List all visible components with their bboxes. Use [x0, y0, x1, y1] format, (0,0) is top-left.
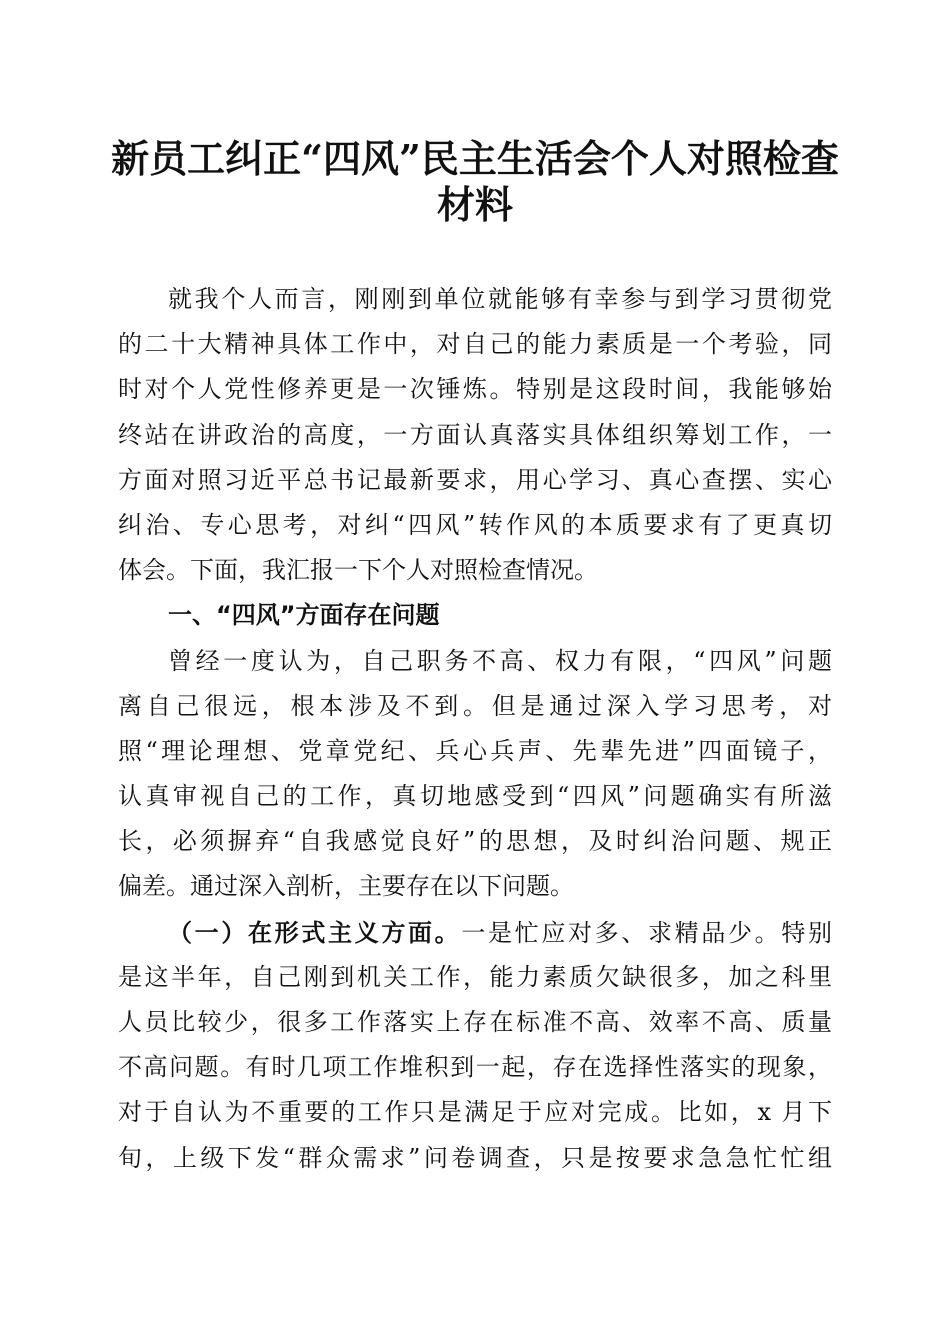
paragraph-3-text: 一是忙应对多、求精品少。特别 [461, 918, 833, 947]
document-title-line-2: 材料 [436, 182, 513, 227]
paragraph-3-line: 是这半年，自己刚到机关工作，能力素质欠缺很多，加之科里 [118, 962, 832, 991]
paragraph-1-line: 方面对照习近平总书记最新要求，用心学习、真心查摆、实心 [118, 465, 832, 494]
paragraph-1-line: 时对个人党性修养更是一次锤炼。特别是这段时间，我能够始 [118, 375, 832, 404]
paragraph-2-line: 曾经一度认为，自己职务不高、权力有限，“四风”问题 [168, 646, 832, 675]
paragraph-1-line: 就我个人而言，刚刚到单位就能够有幸参与到学习贯彻党 [168, 285, 832, 313]
paragraph-3-line: 人员比较少，很多工作落实上存在标准不高、效率不高、质量 [118, 1008, 832, 1036]
paragraph-2-line: 照“理论理想、党章党纪、兵心兵声、先辈先进”四面镜子， [118, 736, 832, 765]
paragraph-2-line: 离自己很远，根本涉及不到。但是通过深入学习思考，对 [118, 691, 832, 720]
paragraph-1-line: 纠治、专心思考，对纠“四风”转作风的本质要求有了更真切 [118, 510, 832, 539]
paragraph-2-line: 偏差。通过深入剖析，主要存在以下问题。 [118, 872, 574, 901]
paragraph-1-line: 体会。下面，我汇报一下个人对照检查情况。 [118, 556, 598, 585]
paragraph-3-line: 不高问题。有时几项工作堆积到一起，存在选择性落实的现象， [118, 1053, 832, 1082]
paragraph-3-line: 旬，上级下发“群众需求”问卷调查，只是按要求急急忙忙组 [118, 1143, 832, 1172]
paragraph-1-line: 的二十大精神具体工作中，对自己的能力素质是一个考验，同 [118, 330, 832, 359]
subsection-lead: （一）在形式主义方面。 [168, 917, 462, 947]
paragraph-3-first-line [118, 910, 832, 955]
paragraph-2-line: 长，必须摒弃“自我感觉良好”的思想，及时纠治问题、规正 [118, 827, 832, 856]
paragraph-2-line: 认真审视自己的工作，真切地感受到“四风”问题确实有所滋 [118, 782, 832, 811]
document-title-line-1: 新员工纠正“四风”民主生活会个人对照检查 [111, 136, 839, 181]
paragraph-1-line: 终站在讲政治的高度，一方面认真落实具体组织筹划工作，一 [118, 420, 832, 449]
paragraph-3-line: 对于自认为不重要的工作只是满足于应对完成。比如，x 月下 [118, 1098, 832, 1127]
section-heading: 一、“四风”方面存在问题 [168, 601, 440, 630]
document-body [118, 277, 832, 1181]
